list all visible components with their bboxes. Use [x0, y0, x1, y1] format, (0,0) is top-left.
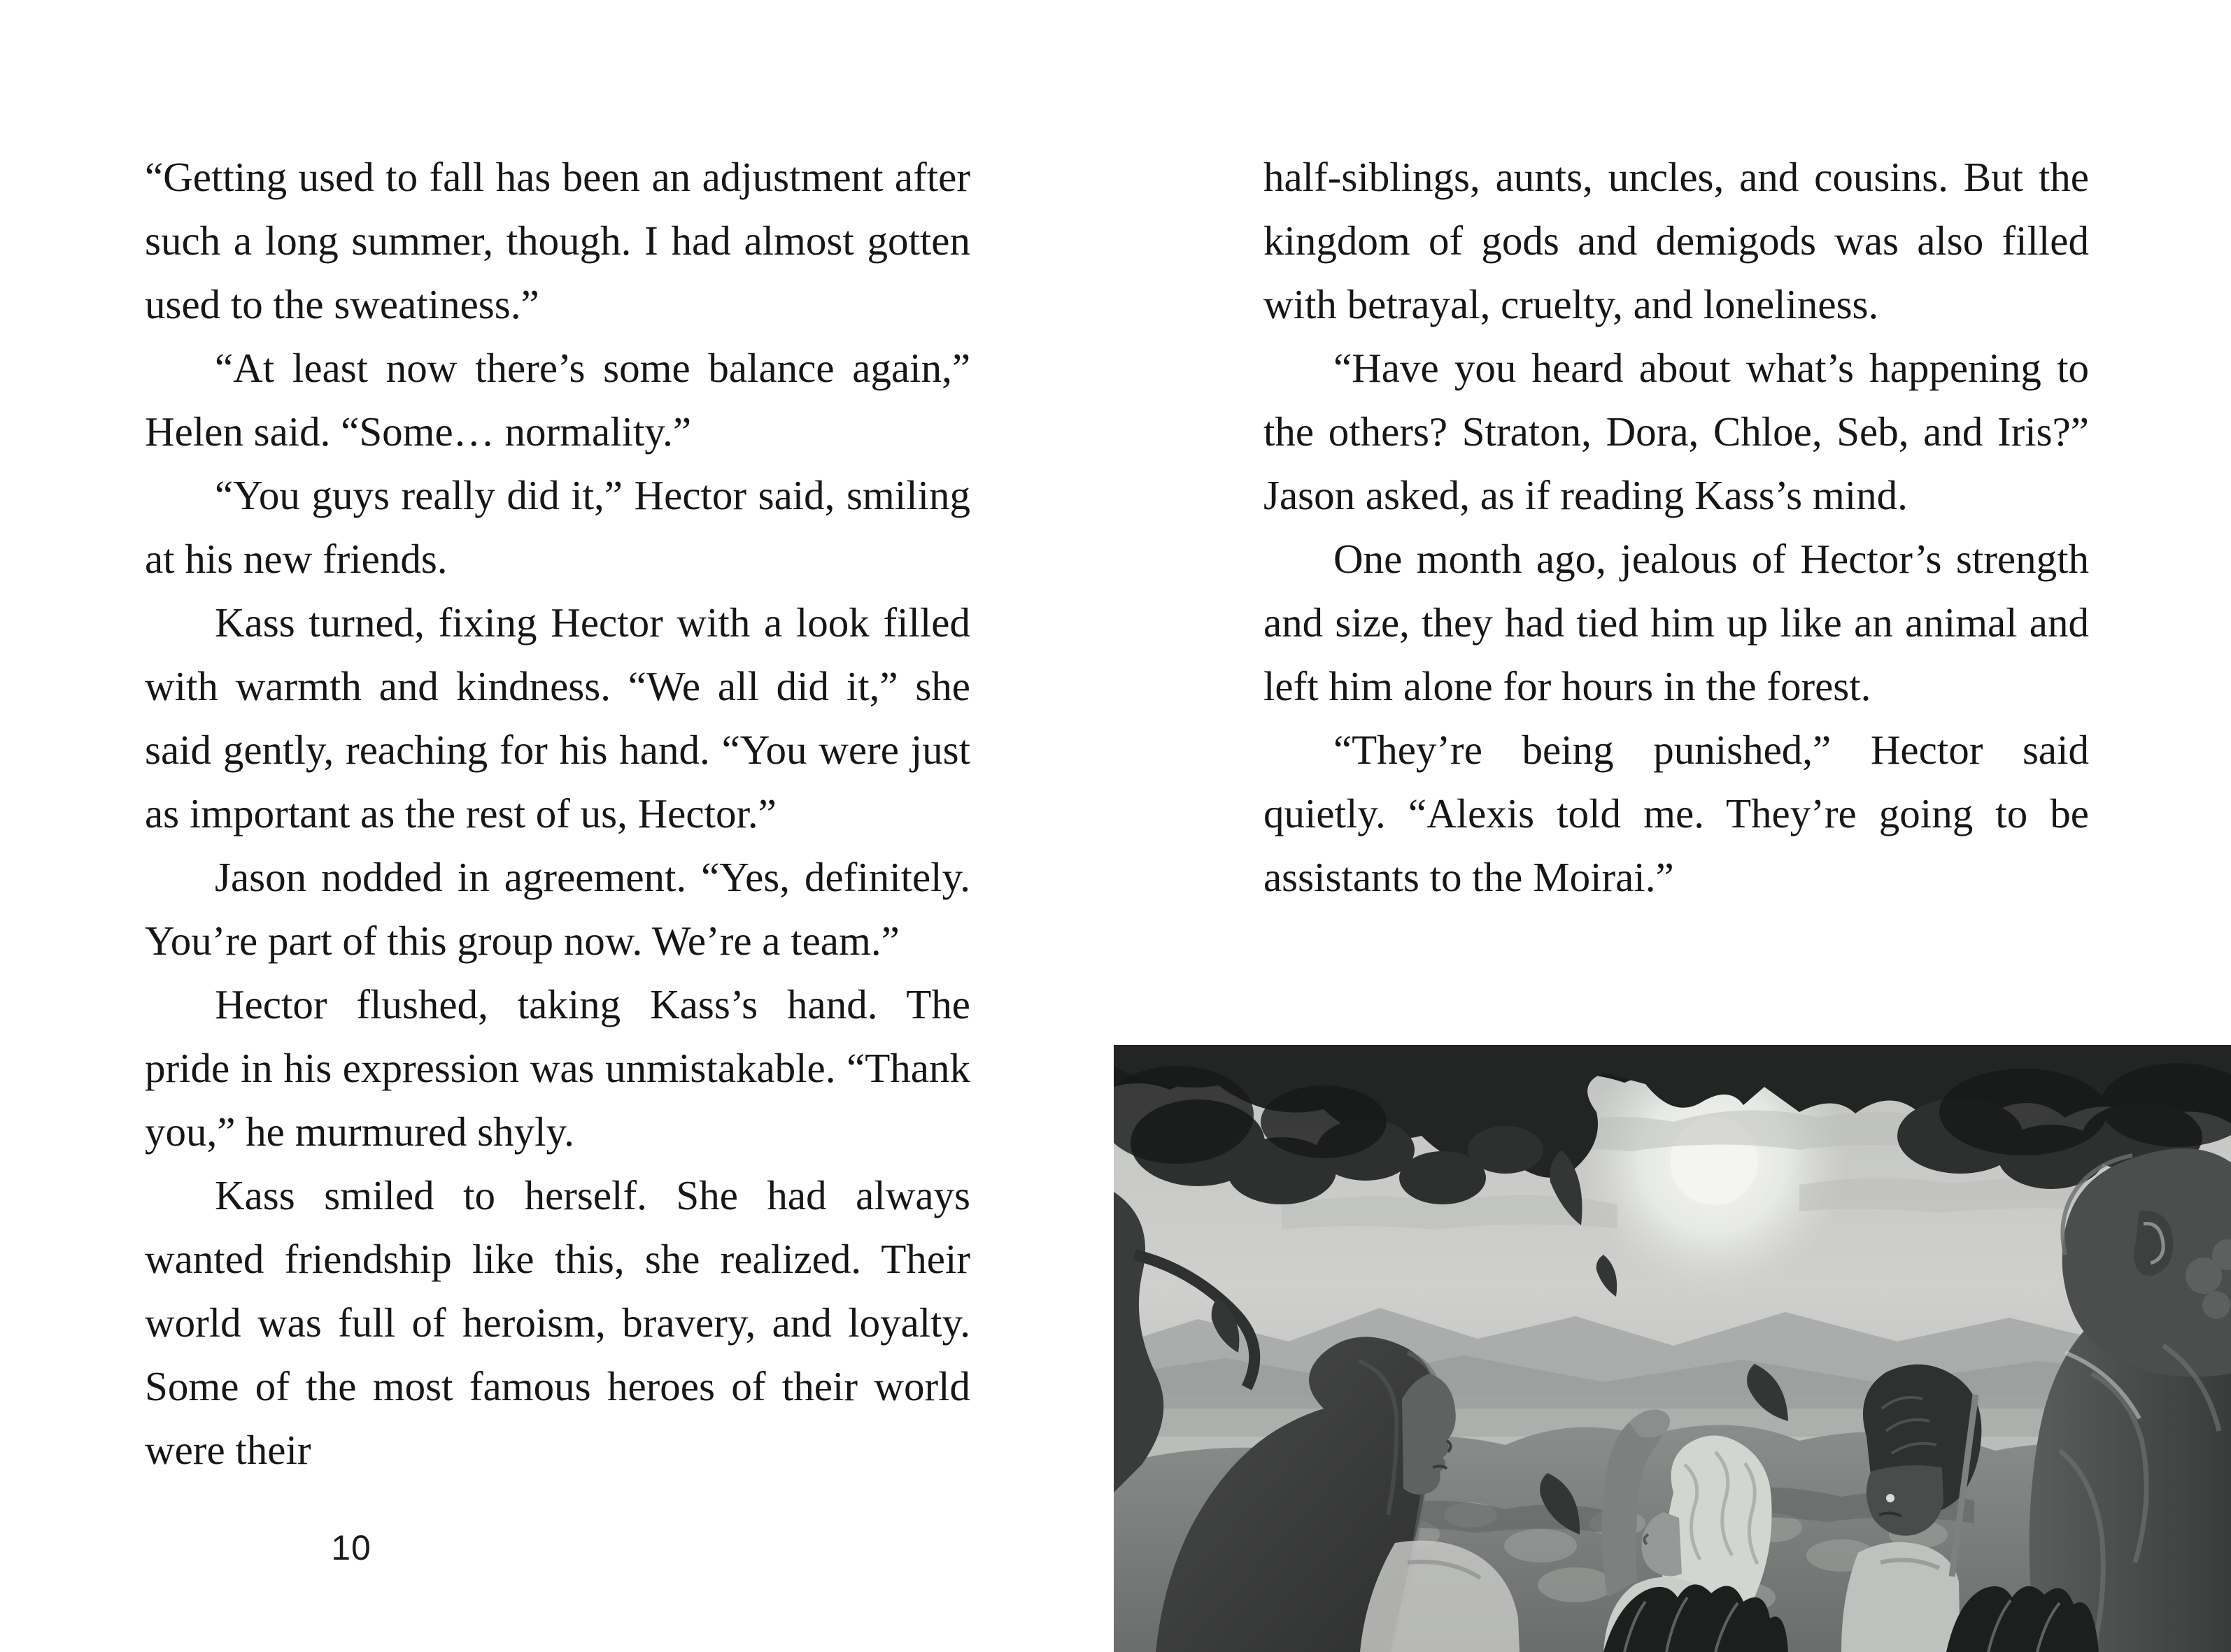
paragraph: Kass turned, fixing Hector with a look filled with warmth and kindness. “We all did it,” she said gently, reaching for his hand. “You were just as important as the rest of us, Hector.”: [145, 599, 970, 836]
eye: [1886, 1494, 1894, 1502]
paragraph: Kass smiled to herself. She had always wanted friendship like this, she realized. Their world was full of heroism, bravery, and loyalty. Some of the most famous heroes of their world were their: [145, 1172, 970, 1473]
paragraph: “At least now there’s some balance again,” Helen said. “Some… normality.”: [145, 345, 970, 455]
paragraph: “Getting used to fall has been an adjustment after such a long summer, though. I had almost gotten used to the sweatiness.”: [145, 154, 970, 327]
paragraph: “You guys really did it,” Hector said, smiling at his new friends.: [145, 472, 970, 582]
paragraph: One month ago, jealous of Hector’s strength and size, they had tied him up like an animal and left him alone for hours in the forest.: [1263, 536, 2089, 709]
paragraph: Hector flushed, taking Kass’s hand. The pride in his expression was unmistakable. “Thank you,” he murmured shyly.: [145, 981, 970, 1155]
paragraph: “They’re being punished,” Hector said quietly. “Alexis told me. They’re going to be assistants to the Moirai.”: [1263, 727, 2089, 900]
illustration-artwork: [1114, 1045, 2231, 1652]
text-column-right: [1263, 145, 2089, 909]
page-number: 10: [331, 1528, 371, 1567]
paragraph: half-siblings, aunts, uncles, and cousins. But the kingdom of gods and demigods was also filled with betrayal, cruelty, and loneliness.: [1263, 154, 2089, 327]
text-column-left: [145, 145, 970, 1482]
paragraph: “Have you heard about what’s happening to the others? Straton, Dora, Chloe, Seb, and Iris?” Jason asked, as if reading Kass’s mind.: [1263, 345, 2089, 518]
paragraph: Jason nodded in agreement. “Yes, definitely. You’re part of this group now. We’re a team.”: [145, 854, 970, 964]
chapter-illustration: [1114, 1045, 2231, 1652]
